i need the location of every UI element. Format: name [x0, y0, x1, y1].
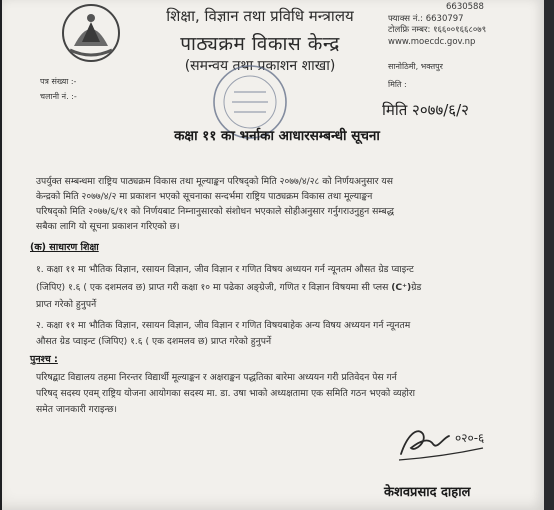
- center-name: पाठ्यक्रम विकास केन्द्र: [180, 33, 340, 55]
- website-text: www.moecdc.gov.np: [388, 36, 476, 47]
- notice-date: मिति २०७७/६/२: [382, 101, 469, 119]
- contact-block: [388, 2, 486, 48]
- item1-line-2: [36, 280, 421, 295]
- date-field-label: मिति :: [388, 80, 407, 89]
- postscript-line-2: परिषद् सदस्य एवम् राष्ट्रिय योजना आयोगका सदस्य मा. डा. उषा भाको अध्यक्षतामा एक समिति गठन भएको व्यहोरा: [36, 388, 416, 399]
- section-general-education: (क) साधारण शिक्षा: [30, 242, 99, 253]
- dispatch-number-label: चलानी नं. :-: [40, 92, 77, 101]
- intro-line-1: उपर्युक्त सम्बन्धमा राष्ट्रिय पाठ्यक्रम विकास तथा मूल्याङ्कन परिषद्को मिति २०७७/४/२८ को निर्णयअनुसार यस: [36, 176, 393, 187]
- grade-badge: (C⁺): [391, 282, 412, 293]
- grade-suffix: ग्रेड: [411, 282, 422, 293]
- section-name: (समन्वय तथा प्रकाशन शाखा): [184, 58, 336, 74]
- postscript-line-3: समेत जानकारी गराइन्छ।: [36, 404, 118, 415]
- notice-title: कक्षा ११ का भर्नाका आधारसम्बन्धी सूचना: [174, 128, 380, 144]
- government-emblem-icon: [60, 2, 122, 64]
- phone-label: फ्याक्स नं.:: [388, 13, 424, 24]
- location-text: सानोठिमी, भक्तपुर: [388, 62, 443, 71]
- postscript-line-1: परिषद्बाट विद्यालय तहमा निरन्तर विद्यार्थी मूल्याङ्कन र अक्षराङ्कन पद्धतिका बारेमा अध्ययन गरी प्रतिवेदन पेस गर्न: [36, 372, 397, 383]
- item1-line-1: १. कक्षा ११ मा भौतिक विज्ञान, रसायन विज्ञान, जीव विज्ञान र गणित विषय अध्ययन गर्न न्यूनतम औसत ग्रेड प्वाइन्ट: [36, 264, 414, 275]
- signature-date: ०२०-६: [455, 431, 485, 445]
- item2-line-2: औसत ग्रेड प्वाइन्ट (जिपिए) १.६ ( एक दशमलव छ) प्राप्त गरेको हुनुपर्ने: [36, 336, 272, 347]
- intro-line-4: सबैका लागि यो सूचना प्रकाशन गरिएको छ।: [36, 221, 180, 232]
- ministry-name: शिक्षा, विज्ञान तथा प्रविधि मन्त्रालय: [166, 7, 354, 25]
- intro-line-3: परिषद्को मिति २०७७/६/११ को निर्णयबाट निम्नानुसारको संशोधन भएकाले सोहीअनुसार गर्नुगराउनुहुन सम्बद्ध: [36, 206, 394, 217]
- right-meta-block: [388, 58, 443, 94]
- handwritten-signature-icon: [395, 418, 505, 468]
- phone-primary: 6630588: [446, 2, 484, 12]
- postscript-heading: पुनश्च :: [30, 354, 58, 365]
- page-edge: [544, 0, 554, 510]
- item2-line-1: २. कक्षा ११ मा भौतिक विज्ञान, रसायन विज्ञान, जीव विज्ञान र गणित विषयबाहेक अन्य विषय अध्ययन गर्न न्यूनतम: [36, 320, 411, 331]
- toll-free-number: टोलफ्रि नम्बर: १६६००१६६८०७९: [388, 25, 487, 35]
- intro-line-2: केन्द्रको मिति २०७७/४/२ मा प्रकाशन भएको सूचनाका सन्दर्भमा राष्ट्रिय पाठ्यक्रम विकास तथा मूल्याङ्कन: [36, 191, 373, 202]
- phone-secondary: 6630797: [425, 13, 464, 24]
- signer-name: केशवप्रसाद दाहाल: [384, 485, 471, 500]
- item1-line-3: प्राप्त गरेको हुनुपर्ने: [36, 299, 97, 310]
- letter-number-label: पत्र संख्या :-: [40, 77, 77, 86]
- reference-block: [40, 74, 77, 104]
- item1-line-2-text: (जिपिए) १.६ ( एक दशमलव छ) प्राप्त गरी कक्षा १० मा पढेका अङ्ग्रेजी, गणित र विज्ञान विषयमा सी प्लस: [36, 282, 389, 293]
